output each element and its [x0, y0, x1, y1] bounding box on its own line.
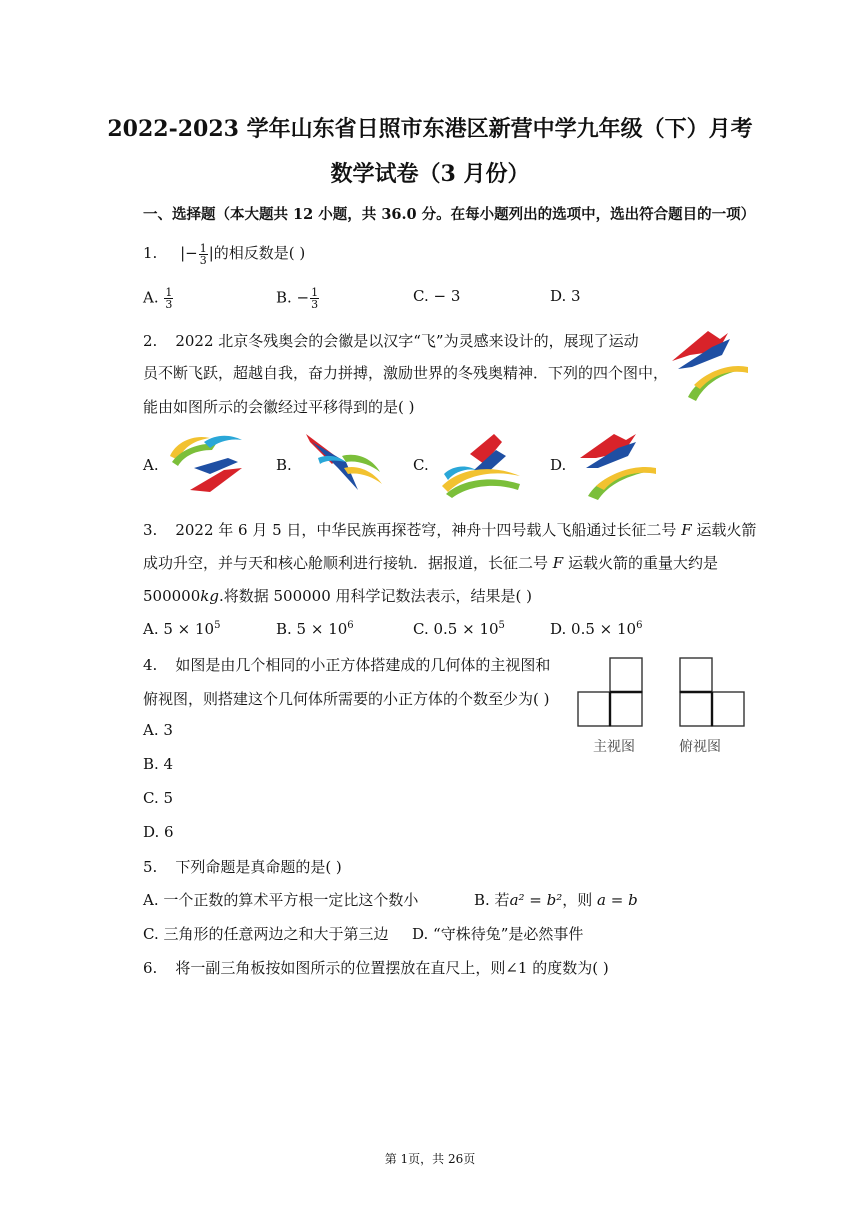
cube-view-diagram [574, 656, 750, 728]
q3-line-2: 成功升空，并与天和核心舱顺利进行接轨．据报道，长征二号 F 运载火箭的重量大约是 [143, 554, 719, 572]
q2-option-a-label: A. [143, 456, 159, 474]
q2-line-1: 2. 2022 北京冬残奥会的会徽是以汉字“飞”为灵感来设计的，展现了运动 [143, 332, 639, 350]
q2-line-2: 员不断飞跃，超越自我，奋力拼搏，激励世界的冬残奥精神．下列的四个图中， [143, 364, 669, 382]
q2-option-a-emblem [164, 428, 250, 500]
q1-option-d: D. 3 [550, 287, 581, 305]
q1-option-c: C. − 3 [413, 287, 461, 305]
q4-option-d: D. 6 [143, 823, 174, 841]
q5-option-d: D. “守株待兔”是必然事件 [412, 925, 584, 943]
q5-option-a: A. 一个正数的算术平方根一定比这个数小 [143, 891, 419, 909]
q4-option-a: A. 3 [143, 721, 173, 739]
page-footer: 第 1页，共 26页 [384, 1152, 476, 1166]
caption-top-view: 俯视图 [679, 739, 721, 755]
q1-number: 1. [143, 244, 158, 262]
q1-fraction: $\frac{1}{3}$ [199, 241, 207, 267]
q4-option-b: B. 4 [143, 755, 174, 773]
emblem-icon [668, 325, 752, 405]
q1-post: |的相反数是( ) [208, 244, 306, 262]
q2-option-b-emblem [298, 428, 386, 500]
q1-option-b: B. − $\frac{1}{3}$ [276, 286, 319, 311]
q2-option-b-label: B. [276, 456, 292, 474]
q5-option-c: C. 三角形的任意两边之和大于第三边 [143, 925, 389, 943]
q1-option-a: A. $\frac{1}{3}$ [143, 286, 173, 311]
q2-option-c-label: C. [413, 456, 429, 474]
q6-stem: 6. 将一副三角板按如图所示的位置摆放在直尺上，则∠1 的度数为( ) [143, 959, 609, 977]
q3-option-a: A. $5 \times 10^5$ [143, 620, 221, 638]
q4-line-2: 俯视图，则搭建这个几何体所需要的小正方体的个数至少为( ) [143, 690, 550, 708]
q2-option-d-emblem [574, 428, 660, 500]
question-1 [143, 242, 305, 266]
q2-option-c-emblem [436, 430, 526, 500]
section-heading: 一、选择题（本大题共 12 小题，共 36.0 分。在每小题列出的选项中，选出符合题目的一项） [143, 206, 756, 223]
q3-option-d: D. $0.5 \times 10^6$ [550, 620, 643, 638]
q3-line-1: 3. 2022 年 6 月 5 日，中华民族再探苍穹，神舟十四号载人飞船通过长征二号 F 运载火箭 [143, 521, 757, 539]
caption-front-view: 主视图 [593, 739, 635, 755]
q4-line-1: 4. 如图是由几个相同的小正方体搭建成的几何体的主视图和 [143, 656, 551, 674]
title-line-2: 数学试卷（3 月份） [330, 161, 530, 187]
q3-option-c: C. $0.5 \times 10^5$ [413, 620, 505, 638]
q2-option-d-label: D. [550, 456, 567, 474]
q3-option-b: B. $5 \times 10^6$ [276, 620, 354, 638]
q4-option-c: C. 5 [143, 789, 174, 807]
q5-stem: 5. 下列命题是真命题的是( ) [143, 858, 342, 876]
q2-line-3: 能由如图所示的会徽经过平移得到的是( ) [143, 398, 415, 416]
q5-option-b: B. 若a² = b²，则 a = b [474, 891, 638, 909]
title-line-1: 2022-2023 学年山东省日照市东港区新营中学九年级（下）月考 [107, 116, 753, 142]
q1-pre: |− [180, 244, 198, 262]
q3-line-3: 500000kg.将数据 500000 用科学记数法表示，结果是( ) [143, 587, 533, 605]
